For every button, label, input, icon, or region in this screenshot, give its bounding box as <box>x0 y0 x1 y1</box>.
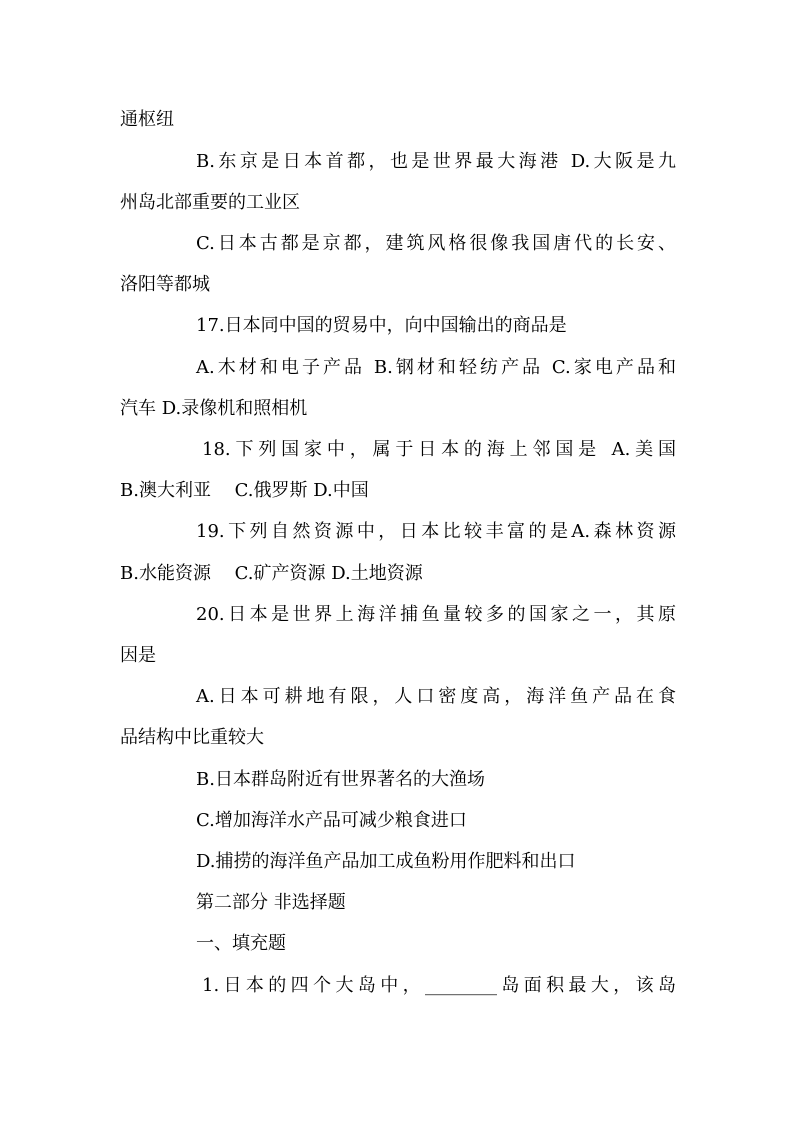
text-line: B.澳大利亚 C.俄罗斯 D.中国 <box>120 480 369 501</box>
text-line: 州岛北部重要的工业区 <box>120 192 300 213</box>
text-line: 品结构中比重较大 <box>120 727 264 748</box>
text-line: C.日本古都是京都，建筑风格很像我国唐代的长安、 <box>196 233 676 254</box>
text-line: B.东京是日本首都，也是世界最大海港 D.大阪是九 <box>196 151 676 172</box>
text-line: 洛阳等都城 <box>120 274 210 295</box>
question-17: 17.日本同中国的贸易中，向中国输出的商品是 <box>196 315 567 336</box>
text-line: B.日本群岛附近有世界著名的大渔场 <box>196 769 485 790</box>
text-line: A.木材和电子产品 B.钢材和轻纺产品 C.家电产品和 <box>196 357 676 378</box>
text-line: 汽车 D.录像机和照相机 <box>120 398 308 419</box>
text-line: 因是 <box>120 645 156 666</box>
fill-in-question-1: 1.日本的四个大岛中，________岛面积最大，该岛 <box>202 975 676 996</box>
text-line: D.捕捞的海洋鱼产品加工成鱼粉用作肥料和出口 <box>196 851 576 872</box>
subsection-heading: 一、填充题 <box>196 933 286 954</box>
question-20: 20.日本是世界上海洋捕鱼量较多的国家之一，其原 <box>196 604 676 625</box>
section-heading: 第二部分 非选择题 <box>196 892 346 913</box>
question-18: 18.下列国家中，属于日本的海上邻国是 A.美国 <box>202 439 676 460</box>
question-19: 19.下列自然资源中，日本比较丰富的是A.森林资源 <box>196 521 676 542</box>
text-line: B.水能资源 C.矿产资源 D.土地资源 <box>120 563 423 584</box>
text-line: A.日本可耕地有限，人口密度高，海洋鱼产品在食 <box>196 686 676 707</box>
text-line: C.增加海洋水产品可减少粮食进口 <box>196 810 467 831</box>
text-line: 通枢纽 <box>120 109 174 130</box>
